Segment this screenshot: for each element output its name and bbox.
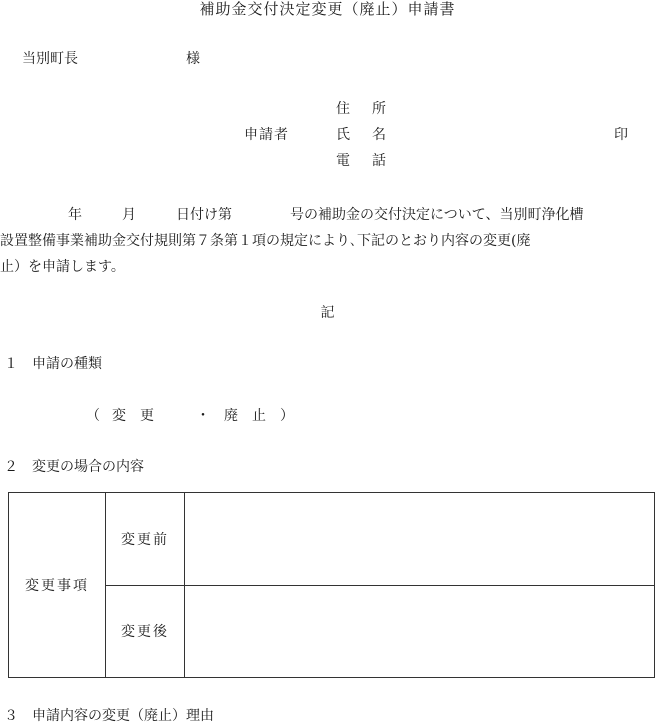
year-label: 年: [68, 207, 82, 223]
date-number-label: 日付け第: [176, 207, 232, 223]
table-row-before: [9, 493, 655, 586]
before-label: 変更前: [106, 493, 185, 586]
option-change[interactable]: 変 更: [112, 408, 154, 424]
option-abolish[interactable]: 廃 止: [224, 408, 266, 424]
section-2-heading: ２ 変更の場合の内容: [4, 459, 144, 475]
address-label: 住所: [336, 101, 408, 117]
document-title: 補助金交付決定変更（廃止）申請書: [199, 0, 456, 18]
body-line-2: 設置整備事業補助金交付規則第７条第１項の規定により､下記のとおり内容の変更(廃: [0, 233, 531, 249]
close-paren: ）: [280, 408, 294, 424]
applicant-label: 申請者: [244, 127, 289, 143]
month-label: 月: [122, 207, 136, 223]
before-value-field[interactable]: [185, 493, 655, 586]
body-line-1: [0, 202, 655, 228]
after-value-field[interactable]: [185, 585, 655, 678]
after-label: 変更後: [106, 585, 185, 678]
section-3-heading: ３ 申請内容の変更（廃止）理由: [4, 708, 214, 724]
section-1-heading: １ 申請の種類: [4, 356, 102, 372]
change-item-header: 変更事項: [9, 493, 106, 678]
seal-label: 印: [614, 127, 628, 143]
change-details-table: [8, 492, 655, 678]
body-paragraph: [0, 202, 655, 280]
addressee-honorific: 様: [186, 51, 200, 67]
ki-heading: 記: [320, 305, 335, 321]
table-row-after: [9, 585, 655, 678]
body-line-1-rest: 号の補助金の交付決定について、当別町浄化槽: [290, 207, 584, 223]
application-type-choice: [86, 409, 294, 423]
body-line-3: 止）を申請します。: [0, 259, 125, 275]
open-paren: （: [86, 408, 100, 424]
name-label: 氏名: [336, 127, 408, 143]
phone-label: 電話: [336, 153, 408, 169]
option-separator: ・: [196, 408, 210, 424]
addressee-name: 当別町長: [22, 51, 78, 67]
